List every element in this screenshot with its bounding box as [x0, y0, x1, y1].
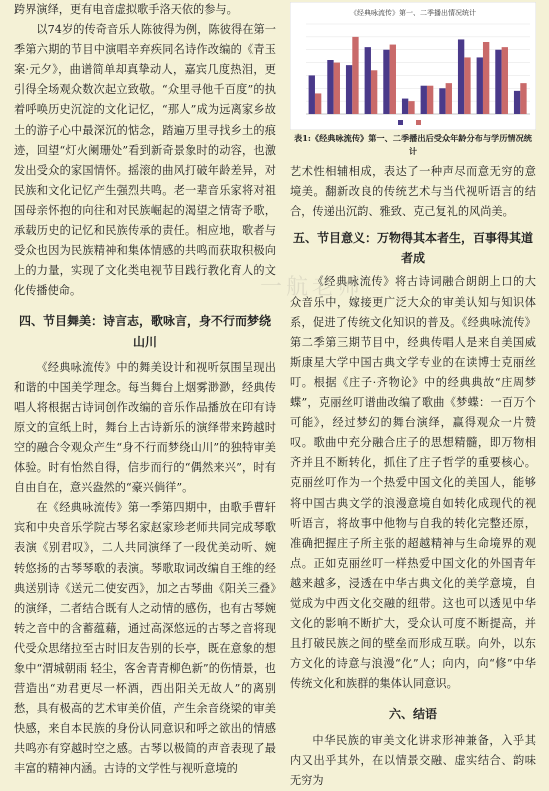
paragraph: 以74岁的传奇音乐人陈彼得为例，陈彼得在第一季第六期的节目中演唱辛弃疾同名诗作改编的《青玉案·元夕》，曲谱简单却真挚动人，嘉宾几度热泪，更引得全场观众数次起立致敬。“众里寻他千百度”的执着呼唤历史沉淀的文化记忆，“那人”成为远离家乡故土的游子心中最深沉的惦念，踏遍万里寻找乡土的痕迹，回望“灯火阑珊处”看到新奇景象时的动容，也激发出受众的家国情怀。摇滚的曲风打破年龄差异，对民族和文化记忆产生强烈共鸣。老一辈音乐家将对祖国母亲怀抱的向往和对民族崛起的渴望之情寄予歌，承载历史的记忆和民族传承的责任。相应地，歌者与受众也因为民族精神和集体情感的共鸣而获取积极向上的力量，实现了文化类电视节目践行教化育人的文化传播使命。 — [14, 23, 276, 298]
bar-series-2 — [520, 83, 526, 114]
paragraph: 艺术性相辅相成，表达了一种声尽而意无穷的意境美。翻新改良的传统艺术与当代视听语言的结合，传递出沉韵、雅致、克己复礼的风尚美。 — [290, 165, 536, 219]
bar-series-1 — [495, 50, 501, 114]
bar-series-1 — [327, 60, 333, 114]
paragraph: 在《经典咏流传》第一季第四期中，由歌手曹轩宾和中央音乐学院古琴名家赵家珍老师共同完成琴歌表演《别君叹》，二人共同演绎了一段优美动听、婉转悠扬的古琴琴歌的表演。琴歌取词改编自王维的经典送别诗《送元二使安西》，加之古琴曲《阳关三叠》的演绎，二者结合既有人之动情的感伤，也有古琴婉转之音中的含蓄蕴藉，通过高深悠远的古琴之音将现代受众思绪拉至古时旧友告别的长亭，既在意象的想象中“渭城朝雨 轻尘，客舍青青柳色新”的伤情景，也营造出“劝君更尽一杯酒，西出阳关无故人”的离别愁，具有极高的艺术审美价值，产生余音绕梁的审美快感，来自本民族的身份认同意识和呼之欲出的情感共鸣亦有穿越时空之感。古琴以极简的声音表现了最丰富的精神内涵。古诗的文学性与视听意境的 — [14, 501, 276, 776]
bar-series-2 — [464, 57, 470, 114]
paragraph: 《经典咏流传》将古诗词融合朗朗上口的大众音乐中，嫁接更广泛大众的审美认知与知识体系，促进了传统文化知识的普及。《经典咏流传》第二季第三期节目中，经典传唱人是来自美国威斯康星大学中国古典文学专业的在读博士克丽丝叮。根据《庄子·齐物论》中的经典典故“庄周梦蝶”，克丽丝叮谱曲改编了歌曲《梦蝶：一百万个可能》，经过梦幻的舞台演绎，赢得观众一片赞叹。歌曲中充分融合庄子的思想精髓，即万物相齐并且不断转化，抓住了庄子哲学的重要核心。克丽丝叮作为一个热爱中国文化的美国人，能够将中国古典文学的浪漫意境自如转化成现代的视听语言，将故事中他物与自我的转化完整还原，准确把握庄子所主张的超越精神与生命境界的观点。正如克丽丝叮一样热爱中国文化的外国青年越来越多，浸透在中华古典文化的美学意境，自觉成为中西文化交融的纽带。这也可以透见中华文化的影响不断扩大，受众认可度不断提高，并且打破民族之间的壁垒而形成互联。向外，以东方文化的诗意与浪漫“化”人；向内，向“修”中华传统文化和族群的集体认同意识。 — [290, 275, 536, 691]
right-column — [290, 0, 536, 791]
bar-series-2 — [502, 47, 508, 114]
bar-series-1 — [439, 88, 445, 114]
bar-series-1 — [309, 75, 315, 114]
bar-series-1 — [346, 65, 352, 114]
figure-caption: 表1:《经典咏流传》第一、二季播出后受众年龄分布与学历情况统计 — [294, 133, 532, 156]
section-heading: 四、节目舞美：诗言志，歌咏言，身不行而梦绕山川 — [18, 314, 271, 349]
bar-series-1 — [514, 91, 520, 114]
bar-series-1 — [458, 39, 464, 114]
chart-figure — [290, 2, 536, 130]
bar-series-1 — [383, 50, 389, 114]
paragraph: 跨界演绎，更有电音虚拟歌手洛天依的参与。 — [14, 3, 238, 16]
paragraph: 《经典咏流传》中的舞美设计和视听氛围呈现出和谐的中国美学理念。每当舞台上烟雾渺渺，经典传唱人将根据古诗词创作改编的音乐作品播放在印有诗原文的宣纸上时，舞台上古诗新乐的演绎带来跨越时空的融合令观众产生“身不行而梦绕山川”的独特审美体验。时有怡然自得，信步而行的“偶然来兴”，时有自由自在，意兴盎然的“豪兴倘徉”。 — [14, 360, 276, 495]
bar-series-2 — [390, 45, 396, 114]
section-heading: 五、节目意义：万物得其本者生，百事得其道者成 — [292, 231, 533, 266]
bar-series-2 — [352, 37, 358, 114]
bar-series-2 — [427, 86, 433, 114]
paragraph: 中华民族的审美文化讲求形神兼备，入乎其内又出乎其外，在以情景交融、虚实结合、韵味无穷为 — [290, 733, 536, 787]
section-heading: 六、结语 — [388, 707, 437, 722]
bar-series-1 — [365, 47, 371, 114]
bar-series-2 — [483, 42, 489, 114]
bar-series-2 — [334, 63, 340, 114]
bar-series-1 — [402, 99, 408, 114]
legend-swatch — [398, 120, 403, 125]
chart-title: 《经典咏流传》第一、二季播出情况统计 — [350, 9, 476, 17]
bar-series-2 — [315, 93, 321, 114]
watermark: 一航老师 — [260, 275, 365, 300]
legend-swatch — [416, 120, 421, 125]
bar-series-2 — [446, 83, 452, 114]
bar-series-2 — [408, 101, 414, 114]
left-column — [14, 0, 276, 780]
bar-chart — [290, 2, 536, 130]
bar-series-2 — [371, 70, 377, 114]
bar-series-1 — [477, 57, 483, 114]
bar-series-1 — [421, 86, 427, 114]
